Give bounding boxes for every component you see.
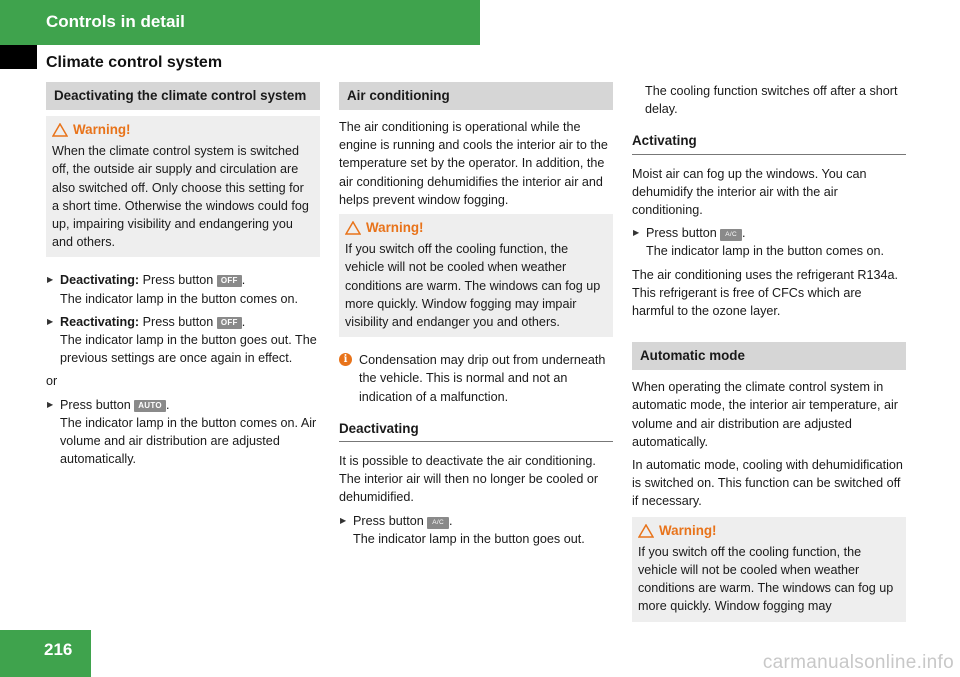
warning-triangle-icon — [52, 123, 68, 137]
chapter-title: Controls in detail — [46, 12, 185, 31]
step-label: Reactivating: — [60, 314, 140, 329]
info-text: Condensation may drip out from underneath the vehicle. This is normal and not an indication of a malfunction. — [359, 353, 606, 404]
step-result: The indicator lamp in the button comes on. — [60, 291, 299, 306]
step-text: Press button — [142, 314, 214, 329]
step-result: The indicator lamp in the button comes on. — [646, 244, 885, 259]
warning-triangle-icon — [638, 524, 654, 538]
step-text: Press button — [142, 273, 214, 288]
ac-intro: The air conditioning is operational while the engine is running and cools the interior air to the temperature set by the operator. In addition, the air conditioning dehumidifies the interior air and helps prevent window fogging. — [339, 120, 608, 207]
warning-label: Warning! — [659, 522, 717, 538]
step-label: Deactivating: — [60, 273, 140, 288]
warning-label: Warning! — [73, 122, 131, 137]
step-text: Press button — [60, 397, 131, 412]
warning-header — [52, 121, 314, 139]
column-3 — [632, 82, 906, 622]
header-marker — [0, 45, 37, 69]
arrow-icon: ▶ — [47, 275, 54, 285]
step-text: Press button — [646, 226, 717, 241]
ac-button-icon: A/C — [720, 229, 742, 241]
step-text: Press button — [353, 513, 424, 528]
step-ac-deactivate: ▶ Press button A/C . The indicator lamp in the button goes out. — [339, 512, 613, 548]
warning-box — [46, 116, 320, 257]
continued-text: The cooling function switches off after a short delay. — [645, 84, 898, 117]
step-deactivating: ▶ Deactivating: Press button OFF . The indicator lamp in the button comes on. — [46, 271, 320, 307]
section-title: Climate control system — [46, 54, 223, 71]
warning-text: If you switch off the cooling function, the vehicle will not be cooled when weather conditions are warm. The windows can fog up more quickly. Window fogging may — [638, 544, 894, 614]
section-heading-air-conditioning: Air conditioning — [339, 82, 613, 110]
section-heading-deactivating: Deactivating the climate control system — [46, 82, 320, 110]
step-result: The indicator lamp in the button comes on. Air volume and air distribution are adjusted automatically. — [60, 415, 317, 467]
arrow-icon: ▶ — [47, 399, 54, 409]
warning-triangle-icon — [345, 221, 361, 235]
info-note — [339, 351, 613, 406]
activating-text: Moist air can fog up the windows. You can dehumidify the interior air with the air conditioning. — [632, 166, 867, 218]
warning-header — [638, 522, 900, 540]
refrigerant-text: The air conditioning uses the refrigerant R134a. This refrigerant is free of CFCs which are harmful to the ozone layer. — [632, 267, 899, 319]
step-ac-activate: ▶ Press button A/C . The indicator lamp in the button comes on. — [632, 224, 906, 260]
step-result: The indicator lamp in the button goes out. — [353, 531, 585, 546]
automatic-text-2: In automatic mode, cooling with dehumidification is switched on. This function can be switched off if necessary. — [632, 458, 903, 509]
off-button-icon: OFF — [217, 317, 242, 329]
auto-button-icon: AUTO — [134, 400, 166, 412]
warning-text: If you switch off the cooling function, the vehicle will not be cooled when weather conditions are warm. The windows can fog up more quickly. Window fogging may impair visibility and endanger you and others. — [345, 242, 601, 330]
step-result: The indicator lamp in the button goes out. The previous settings are once again in effect. — [60, 333, 317, 366]
page-number-box — [0, 630, 91, 677]
warning-label: Warning! — [366, 220, 424, 236]
warning-box — [632, 517, 906, 622]
section-heading-automatic-mode: Automatic mode — [632, 342, 906, 370]
page-number: 216 — [44, 640, 73, 659]
subheading-activating: Activating — [632, 132, 906, 154]
or-text: or — [46, 374, 58, 389]
header-bar — [0, 0, 480, 45]
info-icon: i — [339, 353, 352, 366]
column-1 — [46, 82, 320, 473]
arrow-icon: ▶ — [47, 316, 54, 326]
arrow-icon: ▶ — [633, 228, 640, 238]
watermark: carmanualsonline.info — [762, 652, 954, 673]
automatic-text-1: When operating the climate control system in automatic mode, the interior air temperature, air volume and air distribution are adjusted automatically. — [632, 380, 898, 449]
subheading-deactivating: Deactivating — [339, 420, 613, 442]
arrow-icon: ▶ — [340, 515, 347, 525]
deactivating-text: It is possible to deactivate the air conditioning. The interior air will then no longer be cooled or dehumidified. — [339, 454, 599, 505]
column-2 — [339, 82, 613, 553]
step-auto: ▶ Press button AUTO . The indicator lamp in the button comes on. Air volume and air distribution are adjusted automatically. — [46, 396, 320, 469]
warning-box — [339, 214, 613, 337]
ac-button-icon: A/C — [427, 517, 449, 529]
step-reactivating: ▶ Reactivating: Press button OFF . The indicator lamp in the button goes out. The previous settings are once again in effect. — [46, 313, 320, 368]
warning-text: When the climate control system is switched off, the outside air supply and circulation are also switched off. Only choose this setting for a short time. Otherwise the windows could fog up, impairing visibility and endangering you and others. — [52, 144, 309, 250]
warning-header — [345, 219, 607, 237]
off-button-icon: OFF — [217, 275, 242, 287]
